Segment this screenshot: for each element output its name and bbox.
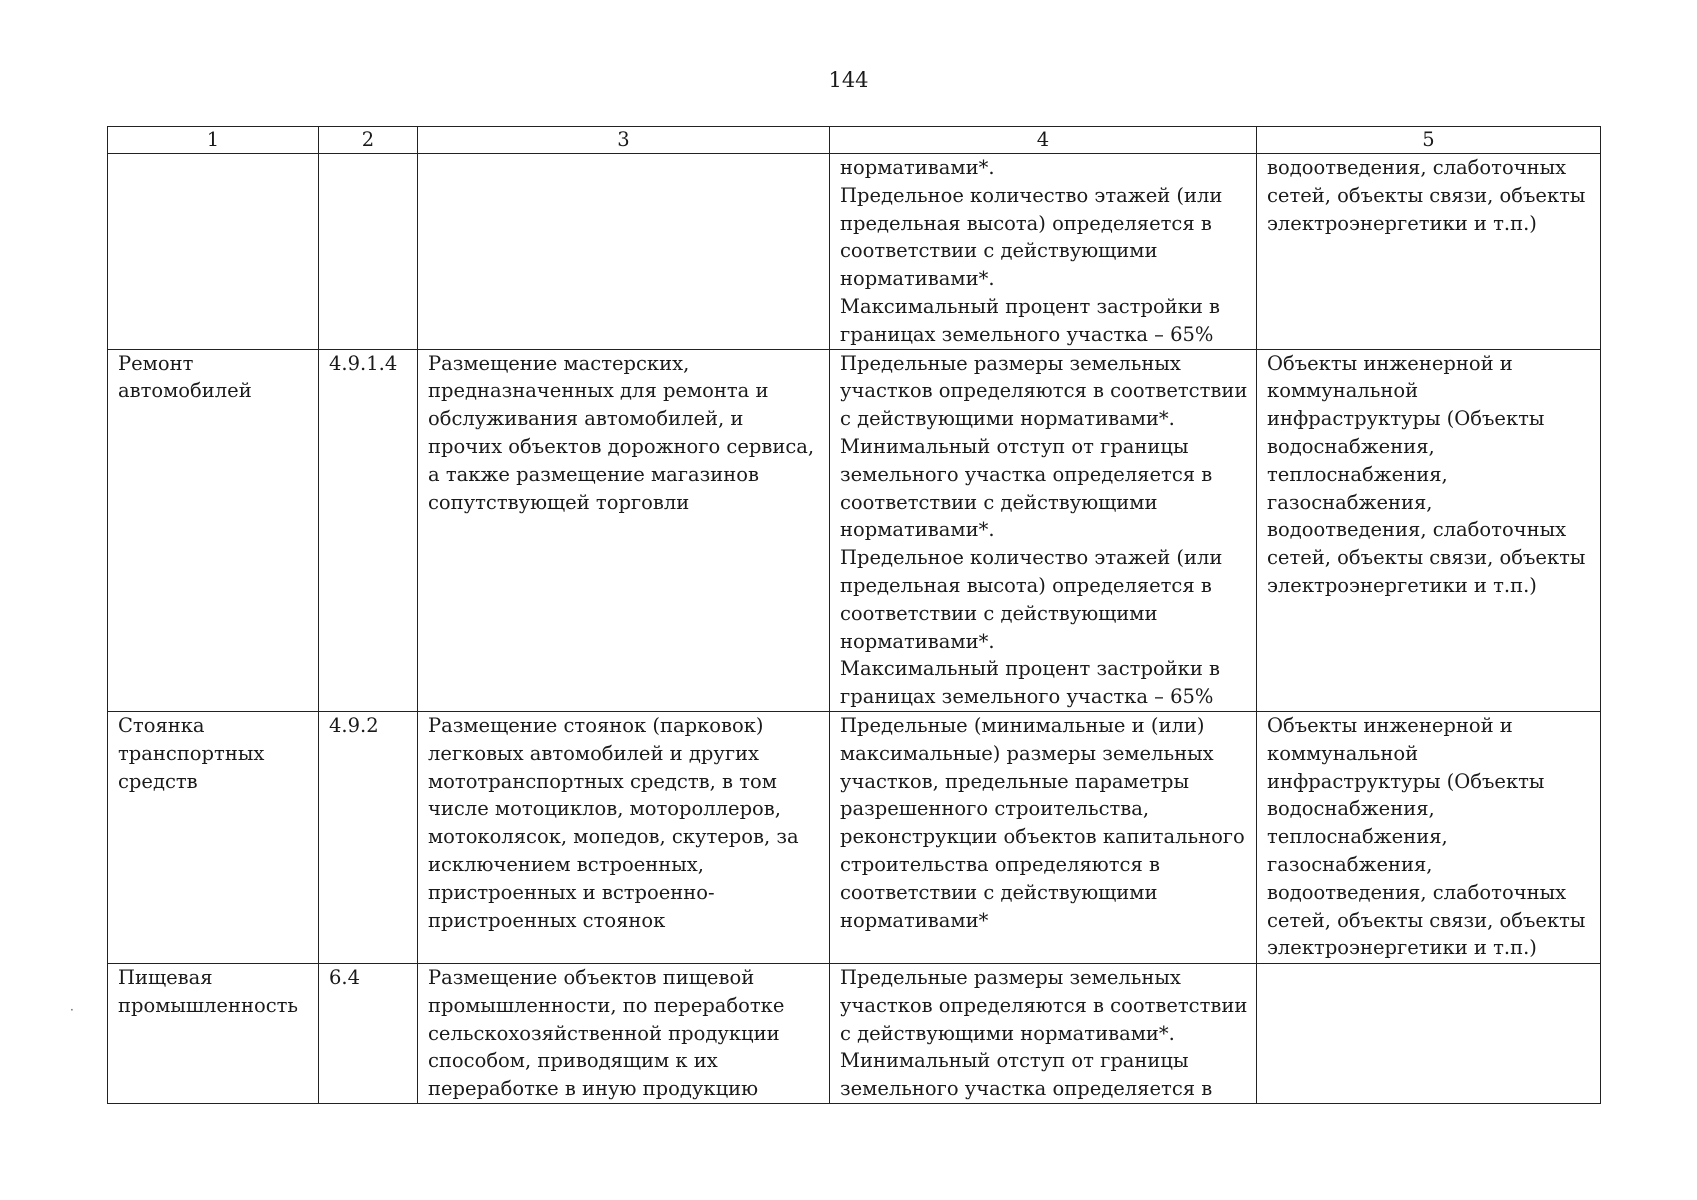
use-description-cell (418, 154, 830, 350)
cell-text-line: а также размещение магазинов (428, 462, 759, 486)
cell-text-line: Предельные размеры земельных (840, 965, 1181, 989)
cell-text-line: сетей, объекты связи, объекты (1267, 183, 1586, 207)
cell-text-line: земельного участка определяется в (840, 1077, 1213, 1101)
cell-text-line: участков определяются в соответствии (840, 993, 1248, 1017)
cell-text-line: Стоянка (118, 713, 205, 737)
parameters-cell (830, 711, 1257, 963)
cell-text: 4.9.2 (329, 713, 379, 737)
cell-text-line: участков, предельные параметры (840, 769, 1190, 793)
cell-text-line: электроэнергетики и т.п.) (1267, 936, 1537, 960)
cell-text-line: границах земельного участка – 65% (840, 322, 1214, 346)
cell-text-line: исключением встроенных, (428, 852, 704, 876)
cell-text-line: нормативами*. (840, 629, 995, 653)
cell-text-line: электроэнергетики и т.п.) (1267, 573, 1537, 597)
cell-text-line: соответствии с действующими (840, 601, 1158, 625)
cell-text-line: прочих объектов дорожного сервиса, (428, 434, 815, 458)
cell-text-line: числе мотоциклов, мотороллеров, (428, 797, 781, 821)
use-name-cell (108, 154, 319, 350)
cell-text-line: предельная высота) определяется в (840, 211, 1212, 235)
cell-text-line: водоотведения, слаботочных (1267, 880, 1567, 904)
cell-text-line: водоотведения, слаботочных (1267, 518, 1567, 542)
cell-text-line: газоснабжения, (1267, 490, 1433, 514)
cell-text-line: водоснабжения, (1267, 434, 1435, 458)
cell-text-line: сетей, объекты связи, объекты (1267, 546, 1586, 570)
cell-text: 6.4 (329, 965, 361, 989)
cell-text-line: Максимальный процент застройки в (840, 294, 1221, 318)
cell-text-line: мототранспортных средств, в том (428, 769, 777, 793)
cell-text-line: Ремонт (118, 351, 194, 375)
column-header: 5 (1257, 127, 1601, 154)
table-row (108, 711, 1601, 963)
cell-text-line: средств (118, 769, 198, 793)
header-row (108, 127, 1601, 154)
cell-text-line: теплоснабжения, (1267, 825, 1448, 849)
use-code-cell (319, 711, 418, 963)
cell-text-line: обслуживания автомобилей, и (428, 407, 744, 431)
cell-text-line: участков определяются в соответствии (840, 379, 1248, 403)
cell-text-line: автомобилей (118, 379, 252, 403)
column-header: 3 (418, 127, 830, 154)
cell-text-line: газоснабжения, (1267, 852, 1433, 876)
use-description-cell (418, 963, 830, 1103)
cell-text-line: нормативами*. (840, 518, 995, 542)
infrastructure-cell (1257, 349, 1601, 711)
cell-text-line: сопутствующей торговли (428, 490, 690, 514)
use-code-cell (319, 349, 418, 711)
table-row (108, 349, 1601, 711)
cell-text-line: мотоколясок, мопедов, скутеров, за (428, 825, 799, 849)
cell-text-line: Размещение мастерских, (428, 351, 690, 375)
column-header: 1 (108, 127, 319, 154)
cell-text-line: Максимальный процент застройки в (840, 657, 1221, 681)
cell-text-line: легковых автомобилей и других (428, 741, 760, 765)
cell-text: 4.9.1.4 (329, 351, 398, 375)
cell-text-line: реконструкции объектов капитального (840, 825, 1245, 849)
cell-text-line: водоснабжения, (1267, 797, 1435, 821)
infrastructure-cell (1257, 154, 1601, 350)
cell-text-line: Размещение объектов пищевой (428, 965, 755, 989)
cell-text-line: Минимальный отступ от границы (840, 434, 1189, 458)
cell-text-line: Предельные размеры земельных (840, 351, 1181, 375)
infrastructure-cell (1257, 711, 1601, 963)
land-use-table (107, 126, 1601, 1104)
cell-text-line: промышленность (118, 993, 299, 1017)
cell-text-line: Размещение стоянок (парковок) (428, 713, 764, 737)
cell-text-line: строительства определяются в (840, 852, 1160, 876)
cell-text-line: предназначенных для ремонта и (428, 379, 769, 403)
cell-text-line: границах земельного участка – 65% (840, 685, 1214, 709)
cell-text-line: разрешенного строительства, (840, 797, 1150, 821)
parameters-cell (830, 349, 1257, 711)
page-number: 144 (828, 68, 869, 92)
cell-text-line: пристроенных и встроенно- (428, 880, 715, 904)
use-name-cell (108, 963, 319, 1103)
cell-text-line: Пищевая (118, 965, 213, 989)
table-row (108, 154, 1601, 350)
cell-text-line: коммунальной (1267, 741, 1419, 765)
cell-text-line: с действующими нормативами*. (840, 407, 1175, 431)
cell-text-line: способом, приводящим к их (428, 1049, 718, 1073)
parameters-cell (830, 963, 1257, 1103)
cell-text-line: инфраструктуры (Объекты (1267, 407, 1545, 431)
cell-text-line: сельскохозяйственной продукции (428, 1021, 780, 1045)
cell-text-line: промышленности, по переработке (428, 993, 785, 1017)
cell-text-line: сетей, объекты связи, объекты (1267, 908, 1586, 932)
use-name-cell (108, 349, 319, 711)
cell-text-line: Предельное количество этажей (или (840, 183, 1223, 207)
cell-text-line: нормативами*. (840, 156, 995, 179)
cell-text-line: максимальные) размеры земельных (840, 741, 1214, 765)
cell-text-line: инфраструктуры (Объекты (1267, 769, 1545, 793)
cell-text-line: соответствии с действующими (840, 490, 1158, 514)
use-code-cell (319, 154, 418, 350)
cell-text-line: теплоснабжения, (1267, 462, 1448, 486)
scan-mark: · (70, 1003, 74, 1017)
cell-text-line: Объекты инженерной и (1267, 351, 1513, 375)
cell-text-line: Предельные (минимальные и (или) (840, 713, 1205, 737)
cell-text-line: нормативами* (840, 908, 989, 932)
cell-text-line: водоотведения, слаботочных (1267, 156, 1567, 179)
use-description-cell (418, 711, 830, 963)
cell-text-line: с действующими нормативами*. (840, 1021, 1175, 1045)
infrastructure-cell (1257, 963, 1601, 1103)
cell-text-line: Объекты инженерной и (1267, 713, 1513, 737)
cell-text-line: земельного участка определяется в (840, 462, 1213, 486)
cell-text-line: соответствии с действующими (840, 239, 1158, 263)
cell-text-line: пристроенных стоянок (428, 908, 666, 932)
cell-text-line: Предельное количество этажей (или (840, 546, 1223, 570)
parameters-cell (830, 154, 1257, 350)
cell-text-line: предельная высота) определяется в (840, 573, 1212, 597)
table-row (108, 963, 1601, 1103)
cell-text-line: электроэнергетики и т.п.) (1267, 211, 1537, 235)
cell-text-line: переработке в иную продукцию (428, 1077, 759, 1101)
use-description-cell (418, 349, 830, 711)
cell-text-line: Минимальный отступ от границы (840, 1049, 1189, 1073)
cell-text-line: транспортных (118, 741, 265, 765)
use-name-cell (108, 711, 319, 963)
column-header: 4 (830, 127, 1257, 154)
column-header: 2 (319, 127, 418, 154)
cell-text-line: соответствии с действующими (840, 880, 1158, 904)
cell-text-line: коммунальной (1267, 379, 1419, 403)
cell-text-line: нормативами*. (840, 267, 995, 291)
use-code-cell (319, 963, 418, 1103)
